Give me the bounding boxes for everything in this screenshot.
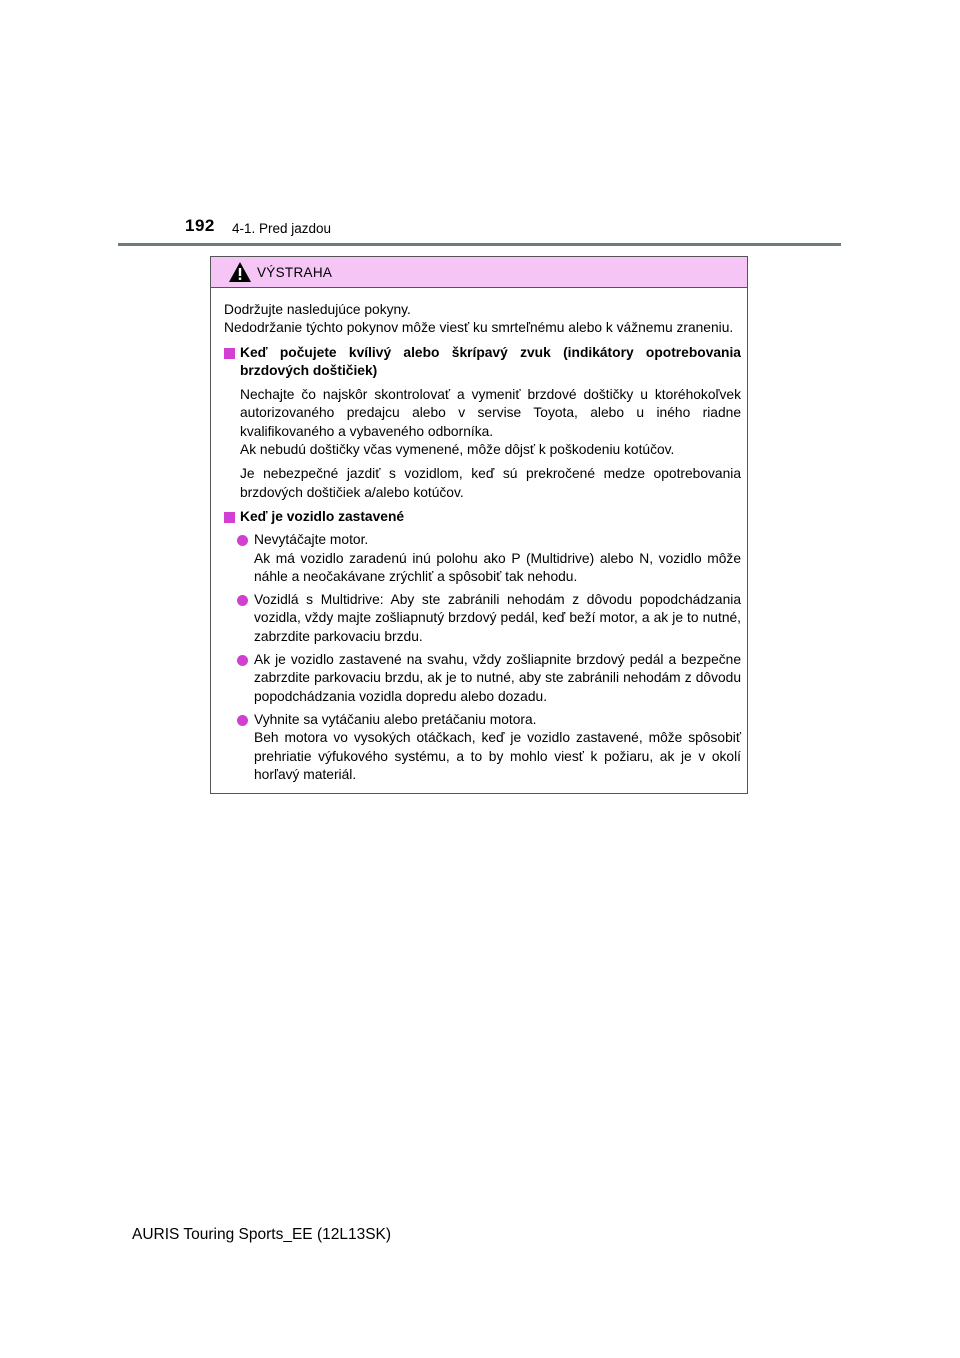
list-item-line: Vozidlá s Multidrive: Aby ste zabránili nehodám z dôvodu popodchádzania vozidla, vždy majte zošliapnutý brzdový pedál, keď beží motor, a ak je to nutné, zabrzdite parkovaciu brzdu. <box>254 592 741 644</box>
footer-model: AURIS Touring Sports_EE (12L13SK) <box>132 1226 392 1243</box>
section-heading-brake-pads <box>224 344 741 381</box>
paragraph <box>240 386 741 459</box>
list-item <box>237 591 741 646</box>
list-item-line: Ak je vozidlo zastavené na svahu, vždy zošliapnite brzdový pedál a bezpečne zabrzdite parkovaciu brzdu, ak je to nutné, aby ste zabránili nehodám z dôvodu popodchádzania vozidla dopredu alebo dozadu. <box>254 652 741 704</box>
dot-bullet-icon <box>237 655 248 666</box>
list-item-text <box>254 591 741 646</box>
section-title: 4-1. Pred jazdou <box>232 221 332 236</box>
section-heading-text: Keď počujete kvílivý alebo škrípavý zvuk (indikátory opotrebovania brzdových doštičiek) <box>240 344 741 378</box>
warning-intro <box>224 301 741 338</box>
list-item-text <box>254 651 741 706</box>
page-number: 192 <box>185 216 215 235</box>
warning-box <box>210 256 748 794</box>
intro-line: Nedodržanie týchto pokynov môže viesť ku smrteľnému alebo k vážnemu zraneniu. <box>224 320 734 336</box>
list-item-text <box>254 711 741 784</box>
warning-body <box>211 288 747 784</box>
header-rule <box>118 243 841 246</box>
paragraph <box>240 465 741 502</box>
warning-title: VÝSTRAHA <box>257 264 333 280</box>
list-item-line: Nevytáčajte motor. <box>254 532 369 548</box>
section-heading-text: Keď je vozidlo zastavené <box>240 508 405 524</box>
warning-triangle-icon <box>228 261 252 283</box>
list-item-text <box>254 531 741 586</box>
intro-line: Dodržujte nasledujúce pokyny. <box>224 302 411 317</box>
list-item-line: Ak má vozidlo zaradenú inú polohu ako P (Multidrive) alebo N, vozidlo môže náhle a neočakávane zrýchliť a spôsobiť tak nehodu. <box>254 550 741 584</box>
list-item <box>237 711 741 784</box>
list-item <box>237 531 741 586</box>
dot-bullet-icon <box>237 535 248 546</box>
paragraph-line: Je nebezpečné jazdiť s vozidlom, keď sú prekročené medze opotrebovania brzdových doštičiek a/alebo kotúčov. <box>240 466 741 500</box>
square-bullet-icon <box>224 348 235 359</box>
section-heading-vehicle-stopped <box>224 508 741 526</box>
dot-bullet-icon <box>237 715 248 726</box>
list-item-line: Vyhnite sa vytáčaniu alebo pretáčaniu motora. <box>254 711 537 727</box>
list-item-line: Beh motora vo vysokých otáčkach, keď je vozidlo zastavené, môže spôsobiť prehriatie výfukového systému, a to by mohlo viesť k požiaru, ak je v okolí horľavý materiál. <box>254 730 741 782</box>
paragraph-line: Nechajte čo najskôr skontrolovať a vymeniť brzdové doštičky u ktoréhokoľvek autorizovaného predajcu alebo v servise Toyota, alebo u iného riadne kvalifikovaného a vybaveného odborníka. <box>240 387 741 439</box>
warning-header <box>211 257 747 288</box>
square-bullet-icon <box>224 512 235 523</box>
list-item <box>237 651 741 706</box>
paragraph-line: Ak nebudú doštičky včas vymenené, môže dôjsť k poškodeniu kotúčov. <box>240 442 675 458</box>
dot-bullet-icon <box>237 595 248 606</box>
